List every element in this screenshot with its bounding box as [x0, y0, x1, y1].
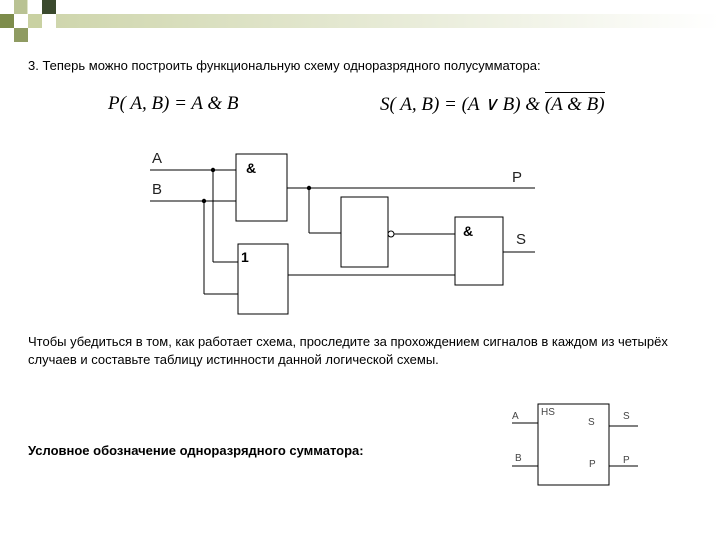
- formula-s-text: S( A, B) = (A ∨ B) &: [380, 94, 545, 115]
- label-input-b: B: [152, 181, 163, 198]
- adder-label-a: A: [512, 411, 519, 422]
- label-input-a: A: [152, 150, 163, 167]
- adder-title: HS: [541, 407, 555, 418]
- label-output-s: S: [516, 231, 527, 248]
- formula-s-negated: (A & B): [544, 94, 605, 115]
- adder-legend-text: Условное обозначение одноразрядного сумматора:: [28, 443, 364, 458]
- adder-out-s: S: [623, 411, 630, 422]
- adder-pin-p: P: [589, 459, 596, 470]
- adder-out-p: P: [623, 455, 630, 466]
- adder-label-b: B: [515, 453, 522, 464]
- gate-and-1-label: &: [246, 160, 257, 176]
- gate-or-label: 1: [241, 249, 249, 265]
- formula-p-text: P( A, B) = A & B: [108, 93, 239, 114]
- adder-pin-s: S: [588, 417, 595, 428]
- instruction-paragraph: Чтобы убедиться в том, как работает схема, проследите за прохождением сигналов в каждом из четырёх случаев и составьте таблицу истинности данной логической схемы.: [28, 334, 668, 367]
- label-output-p: P: [512, 169, 523, 186]
- gate-and-2-label: &: [463, 223, 474, 239]
- section-heading: 3. Теперь можно построить функциональную схему одноразрядного полусумматора:: [28, 58, 541, 73]
